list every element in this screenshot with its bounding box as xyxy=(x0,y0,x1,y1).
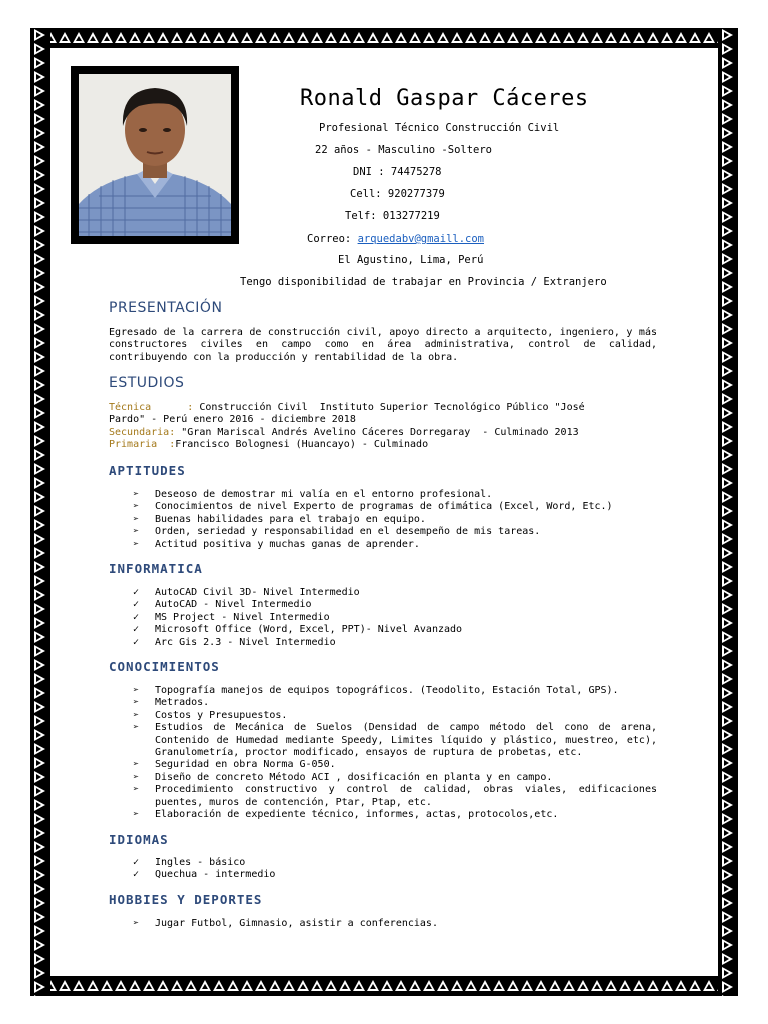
section-title-conocimientos: CONOCIMIENTOS xyxy=(109,659,220,674)
list-item: ➢ Topografía manejos de equipos topográficos. (Teodolito, Estación Total, GPS). xyxy=(133,685,619,696)
border-bottom-band xyxy=(30,976,738,996)
estudios-secundaria xyxy=(109,427,579,438)
email-link[interactable]: arquedabv@gmaill.com xyxy=(357,233,485,245)
list-item: ➢ Deseoso de demostrar mi valía en el entorno profesional. xyxy=(133,489,493,500)
profession: Profesional Técnico Construcción Civil xyxy=(319,122,560,134)
list-item: ➢ Conocimientos de nivel Experto de programas de ofimática (Excel, Word, Etc.) xyxy=(133,501,613,513)
arrow-bullet-icon: ➢ xyxy=(133,538,140,550)
section-title-presentacion: PRESENTACIÓN xyxy=(109,300,223,316)
idiomas-list xyxy=(133,857,275,882)
arrow-bullet-icon: ➢ xyxy=(133,489,140,500)
list-item: ➢ Elaboración de expediente técnico, informes, actas, protocolos,etc. xyxy=(133,809,559,821)
email-row xyxy=(307,233,484,245)
check-icon: ✓ xyxy=(133,857,140,868)
cell-phone: Cell: 920277379 xyxy=(350,188,445,200)
secundaria-text: "Gran Mariscal Andrés Avelino Cáceres Dorregaray - Culminado 2013 xyxy=(175,427,579,438)
primaria-text: Francisco Bolognesi (Huancayo) - Culminado xyxy=(175,439,429,450)
check-icon: ✓ xyxy=(133,624,140,636)
list-item: ✓ Quechua - intermedio xyxy=(133,869,276,881)
section-title-informatica: INFORMATICA xyxy=(109,561,203,576)
email-label: Correo: xyxy=(307,233,358,245)
location: El Agustino, Lima, Perú xyxy=(338,254,484,266)
section-title-hobbies: HOBBIES Y DEPORTES xyxy=(109,892,263,907)
list-item: ✓ Microsoft Office (Word, Excel, PPT)- Nivel Avanzado xyxy=(133,624,463,636)
hobbies-list xyxy=(133,918,438,930)
telephone: Telf: 013277219 xyxy=(345,210,440,222)
list-item: ➢ Seguridad en obra Norma G-050. xyxy=(133,759,336,771)
list-item: ✓ Arc Gis 2.3 - Nivel Intermedio xyxy=(133,636,336,648)
tecnica-text: Construcción Civil Instituto Superior Tecnológico Público "José xyxy=(193,402,585,413)
list-item: ➢ Actitud positiva y muchas ganas de aprender. xyxy=(133,538,420,550)
check-icon: ✓ xyxy=(133,611,140,623)
arrow-bullet-icon: ➢ xyxy=(133,784,140,796)
arrow-bullet-icon: ➢ xyxy=(133,697,140,709)
arrow-bullet-icon: ➢ xyxy=(133,722,140,734)
tecnica-label: Técnica : xyxy=(109,402,194,413)
arrow-bullet-icon: ➢ xyxy=(133,685,140,696)
aptitudes-list xyxy=(133,489,613,551)
candidate-name: Ronald Gaspar Cáceres xyxy=(300,86,589,111)
list-item: ➢ Jugar Futbol, Gimnasio, asistir a conferencias. xyxy=(133,918,438,929)
list-item: ➢ Estudios de Mecánica de Suelos (Densidad de campo método del cono de arena, Contenido de Humedad mediante Speedy, Limites líquido y plástico, muestreo, etc), Granulometría, proctor modificado, ensayos de ruptura de probetas, etc. xyxy=(133,722,657,759)
arrow-bullet-icon: ➢ xyxy=(133,809,140,821)
list-item: ➢ Costos y Presupuestos. xyxy=(133,709,288,721)
list-item: ➢ Procedimiento constructivo y control de calidad, obras viales, edificaciones puentes, muros de contención, Ptar, Ptap, etc. xyxy=(133,784,657,808)
primaria-label: Primaria : xyxy=(109,439,176,450)
section-title-idiomas: IDIOMAS xyxy=(109,832,169,847)
profile-photo xyxy=(79,74,231,236)
border-top-band xyxy=(30,28,738,48)
check-icon: ✓ xyxy=(133,587,140,598)
border-right-band xyxy=(718,28,738,996)
estudios-primaria xyxy=(109,439,428,450)
list-item: ✓ Ingles - básico xyxy=(133,857,246,868)
list-item: ➢ Buenas habilidades para el trabajo en equipo. xyxy=(133,513,426,525)
list-item: ➢ Metrados. xyxy=(133,697,210,709)
section-title-estudios: ESTUDIOS xyxy=(109,375,185,391)
section-title-aptitudes: APTITUDES xyxy=(109,463,186,478)
list-item: ➢ Diseño de concreto Método ACI , dosificación en planta y en campo. xyxy=(133,771,553,783)
arrow-bullet-icon: ➢ xyxy=(133,918,140,929)
arrow-bullet-icon: ➢ xyxy=(133,771,140,783)
arrow-bullet-icon: ➢ xyxy=(133,501,140,513)
conocimientos-list xyxy=(133,685,657,821)
check-icon: ✓ xyxy=(133,599,140,611)
estudios-tecnica-cont: Pardo" - Perú enero 2016 - diciembre 2018 xyxy=(109,414,356,425)
estudios-tecnica xyxy=(109,402,585,413)
secundaria-label: Secundaria: xyxy=(109,427,176,438)
age-status: 22 años - Masculino -Soltero xyxy=(315,144,493,156)
arrow-bullet-icon: ➢ xyxy=(133,709,140,721)
border-left-band xyxy=(30,28,50,996)
list-item: ➢ Orden, seriedad y responsabilidad en el desempeño de mis tareas. xyxy=(133,526,541,538)
informatica-list xyxy=(133,587,462,649)
check-icon: ✓ xyxy=(133,869,140,881)
arrow-bullet-icon: ➢ xyxy=(133,759,140,771)
profile-photo-frame xyxy=(71,66,239,244)
arrow-bullet-icon: ➢ xyxy=(133,513,140,525)
list-item: ✓ AutoCAD Civil 3D- Nivel Intermedio xyxy=(133,587,360,598)
list-item: ✓ MS Project - Nivel Intermedio xyxy=(133,611,330,623)
list-item: ✓ AutoCAD - Nivel Intermedio xyxy=(133,599,312,611)
availability: Tengo disponibilidad de trabajar en Provincia / Extranjero xyxy=(240,276,607,288)
arrow-bullet-icon: ➢ xyxy=(133,526,140,538)
dni: DNI : 74475278 xyxy=(353,166,442,178)
presentacion-text: Egresado de la carrera de construcción civil, apoyo directo a arquitecto, ingeniero, y más constructores civiles en campo como en área administrativa, control de calidad, contribuyendo con la producción y rentabilidad de la obra. xyxy=(109,327,657,363)
check-icon: ✓ xyxy=(133,636,140,648)
